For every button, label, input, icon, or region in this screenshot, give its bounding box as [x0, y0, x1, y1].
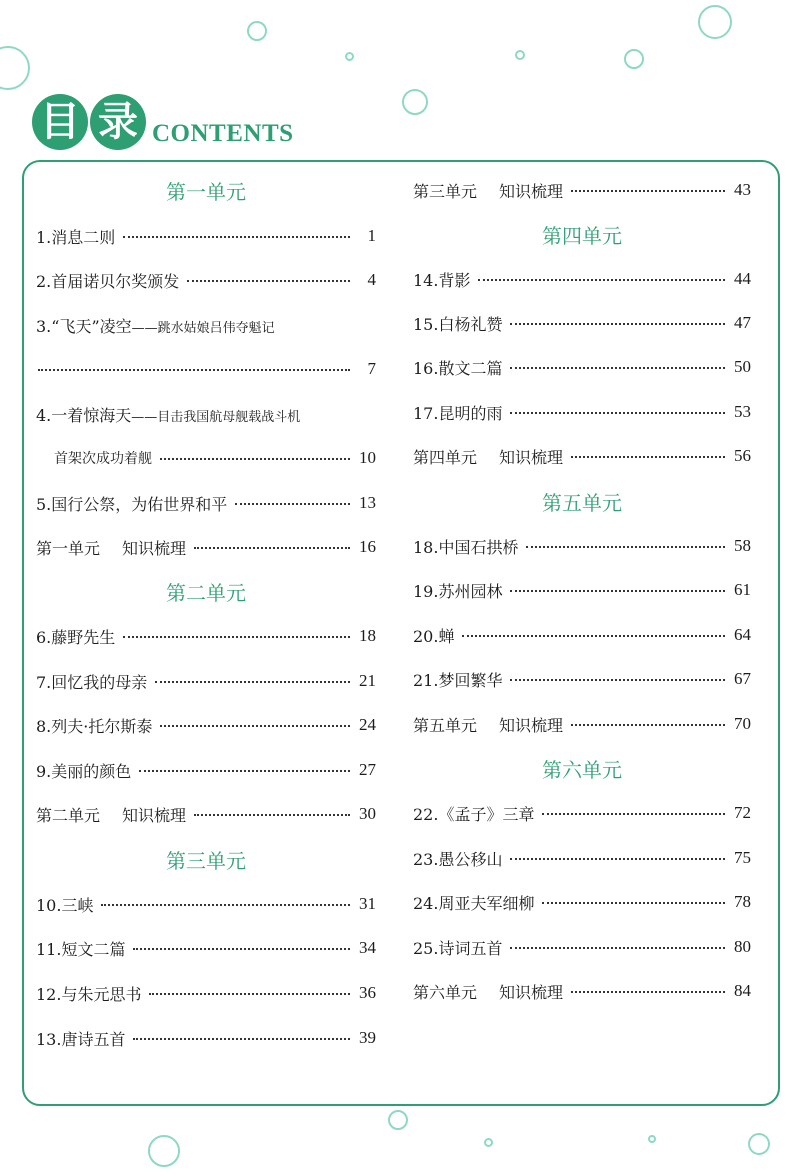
page-number: 75 — [734, 848, 751, 867]
dot-leader — [101, 904, 350, 906]
toc-title — [36, 314, 275, 337]
page-number: 1 — [367, 226, 376, 245]
review-unit: 第一单元 — [36, 538, 101, 558]
toc-subtitle-line2: 首架次成功着舰 — [54, 451, 152, 467]
decorative-bubble — [698, 5, 732, 39]
title-char-mu: 目 — [32, 94, 88, 150]
toc-entry-15[interactable] — [413, 307, 751, 339]
toc-entry-19[interactable] — [413, 574, 751, 606]
review-unit: 第四单元 — [413, 447, 478, 467]
toc-title-main: 3.“飞天”凌空 — [36, 316, 132, 336]
dot-leader — [510, 590, 725, 592]
title-char-lu: 录 — [90, 94, 146, 150]
toc-entry-14[interactable] — [413, 263, 751, 295]
review-label: 知识梳理 — [499, 982, 564, 1002]
decorative-bubble — [648, 1135, 656, 1143]
dot-leader — [571, 456, 725, 458]
page-number: 34 — [359, 938, 376, 957]
toc-title: 2.首届诺贝尔奖颁发 — [36, 271, 180, 291]
toc-title: 25.诗词五首 — [413, 938, 503, 958]
toc-entry-16[interactable] — [413, 351, 751, 383]
toc-entry-23[interactable] — [413, 842, 751, 874]
page-number: 72 — [734, 803, 751, 822]
page-number: 16 — [359, 537, 376, 556]
toc-title: 17.昆明的雨 — [413, 403, 503, 423]
toc-review-3[interactable] — [413, 174, 751, 206]
toc-title: 22.《孟子》三章 — [413, 804, 535, 824]
page-number: 10 — [359, 448, 376, 467]
toc-title: 7.回忆我的母亲 — [36, 672, 148, 692]
toc-entry-8[interactable] — [36, 709, 376, 741]
title-english: CONTENTS — [152, 120, 294, 147]
toc-title: 16.散文二篇 — [413, 358, 503, 378]
toc-entry-17[interactable] — [413, 396, 751, 428]
toc-subtitle: ——目击我国航母舰载战斗机 — [131, 409, 301, 425]
page-number: 50 — [734, 357, 751, 376]
toc-entry-13[interactable] — [36, 1022, 376, 1054]
toc-title — [36, 403, 300, 426]
dot-leader — [139, 770, 350, 772]
page-number: 39 — [359, 1028, 376, 1047]
toc-review-2[interactable] — [36, 798, 376, 830]
toc-title-main: 4.一着惊海天 — [36, 405, 132, 425]
toc-title — [36, 536, 186, 559]
dot-leader — [542, 813, 725, 815]
toc-entry-10[interactable] — [36, 888, 376, 920]
dot-leader — [160, 458, 350, 460]
toc-review-1[interactable] — [36, 531, 376, 563]
dot-leader — [38, 369, 350, 371]
toc-title: 14.背影 — [413, 270, 471, 290]
toc-entry-11[interactable] — [36, 932, 376, 964]
unit-heading-2: 第二单元 — [166, 581, 246, 605]
dot-leader — [526, 546, 725, 548]
dot-leader — [155, 681, 350, 683]
review-label: 知识梳理 — [122, 805, 187, 825]
review-unit: 第三单元 — [413, 181, 478, 201]
toc-entry-1[interactable] — [36, 220, 376, 252]
page-number: 67 — [734, 669, 751, 688]
decorative-bubble — [0, 46, 30, 90]
page-number: 24 — [359, 715, 376, 734]
page-number: 43 — [734, 180, 751, 199]
page-number: 64 — [734, 625, 751, 644]
toc-title — [413, 713, 563, 736]
dot-leader — [194, 814, 350, 816]
toc-entry-22[interactable] — [413, 797, 751, 829]
toc-title — [413, 179, 563, 202]
unit-heading-4: 第四单元 — [542, 224, 622, 248]
dot-leader — [123, 236, 350, 238]
toc-entry-4-line2[interactable] — [36, 442, 376, 474]
dot-leader — [510, 412, 725, 414]
toc-title: 5.国行公祭，为佑世界和平 — [36, 494, 228, 514]
toc-review-5[interactable] — [413, 708, 751, 740]
toc-entry-12[interactable] — [36, 977, 376, 1009]
toc-title — [413, 445, 563, 468]
page-number: 56 — [734, 446, 751, 465]
toc-review-6[interactable] — [413, 975, 751, 1007]
page-number: 21 — [359, 671, 376, 690]
page-number: 7 — [367, 359, 376, 378]
decorative-bubble — [484, 1138, 493, 1147]
review-unit: 第六单元 — [413, 982, 478, 1002]
toc-title — [36, 803, 186, 826]
toc-entry-7[interactable] — [36, 665, 376, 697]
page-number: 58 — [734, 536, 751, 555]
toc-entry-4[interactable] — [36, 398, 376, 430]
page-number: 61 — [734, 580, 751, 599]
toc-entry-21[interactable] — [413, 663, 751, 695]
decorative-bubble — [402, 89, 428, 115]
toc-title: 20.蝉 — [413, 626, 455, 646]
toc-review-4[interactable] — [413, 440, 751, 472]
page-number: 36 — [359, 983, 376, 1002]
review-label: 知识梳理 — [122, 538, 187, 558]
toc-title: 15.白杨礼赞 — [413, 314, 503, 334]
decorative-bubble — [388, 1110, 408, 1130]
toc-title: 10.三峡 — [36, 895, 94, 915]
page-number: 78 — [734, 892, 751, 911]
review-label: 知识梳理 — [499, 447, 564, 467]
dot-leader — [510, 367, 725, 369]
review-label: 知识梳理 — [499, 181, 564, 201]
decorative-bubble — [515, 50, 525, 60]
dot-leader — [133, 1038, 350, 1040]
toc-title: 9.美丽的颜色 — [36, 761, 132, 781]
toc-title — [413, 980, 563, 1003]
page-number: 31 — [359, 894, 376, 913]
review-unit: 第二单元 — [36, 805, 101, 825]
page-number: 70 — [734, 714, 751, 733]
toc-entry-20[interactable] — [413, 619, 751, 651]
dot-leader — [571, 991, 725, 993]
dot-leader — [510, 323, 725, 325]
dot-leader — [478, 279, 725, 281]
decorative-bubble — [247, 21, 267, 41]
toc-title: 11.短文二篇 — [36, 939, 126, 959]
page-number: 53 — [734, 402, 751, 421]
toc-entry-2[interactable] — [36, 264, 376, 296]
toc-subtitle: ——跳水姑娘吕伟夺魁记 — [131, 320, 275, 336]
page-number: 4 — [367, 270, 376, 289]
toc-title: 19.苏州园林 — [413, 581, 503, 601]
review-label: 知识梳理 — [499, 715, 564, 735]
page-number: 30 — [359, 804, 376, 823]
dot-leader — [149, 993, 350, 995]
toc-entry-5[interactable] — [36, 487, 376, 519]
toc-title: 13.唐诗五首 — [36, 1029, 126, 1049]
dot-leader — [510, 858, 725, 860]
toc-title: 24.周亚夫军细柳 — [413, 893, 535, 913]
page-number: 47 — [734, 313, 751, 332]
decorative-bubble — [148, 1135, 180, 1167]
dot-leader — [571, 190, 725, 192]
dot-leader — [542, 902, 725, 904]
toc-entry-25[interactable] — [413, 931, 751, 963]
dot-leader — [133, 948, 350, 950]
dot-leader — [235, 503, 350, 505]
toc-title: 18.中国石拱桥 — [413, 537, 519, 557]
decorative-bubble — [345, 52, 354, 61]
dot-leader — [160, 725, 350, 727]
page-number: 80 — [734, 937, 751, 956]
decorative-bubble — [748, 1133, 770, 1155]
toc-title: 8.列夫·托尔斯泰 — [36, 716, 153, 736]
toc-entry-6[interactable] — [36, 620, 376, 652]
dot-leader — [462, 635, 725, 637]
review-unit: 第五单元 — [413, 715, 478, 735]
dot-leader — [187, 280, 350, 282]
dot-leader — [510, 947, 725, 949]
page-number: 27 — [359, 760, 376, 779]
page-number: 18 — [359, 626, 376, 645]
dot-leader — [123, 636, 350, 638]
toc-title: 23.愚公移山 — [413, 849, 503, 869]
toc-title: 6.藤野先生 — [36, 627, 116, 647]
dot-leader — [510, 679, 725, 681]
dot-leader — [194, 547, 350, 549]
toc-entry-24[interactable] — [413, 886, 751, 918]
unit-heading-6: 第六单元 — [542, 758, 622, 782]
toc-entry-3[interactable] — [36, 309, 376, 341]
page-number: 13 — [359, 493, 376, 512]
page-number: 84 — [734, 981, 751, 1000]
toc-title: 21.梦回繁华 — [413, 670, 503, 690]
unit-heading-5: 第五单元 — [542, 491, 622, 515]
page-number: 44 — [734, 269, 751, 288]
toc-title: 12.与朱元思书 — [36, 984, 142, 1004]
dot-leader — [571, 724, 725, 726]
toc-entry-3-line2[interactable] — [36, 353, 376, 385]
toc-entry-9[interactable] — [36, 754, 376, 786]
decorative-bubble — [624, 49, 644, 69]
toc-entry-18[interactable] — [413, 530, 751, 562]
unit-heading-3: 第三单元 — [166, 849, 246, 873]
toc-title: 1.消息二则 — [36, 227, 116, 247]
unit-heading-1: 第一单元 — [166, 180, 246, 204]
